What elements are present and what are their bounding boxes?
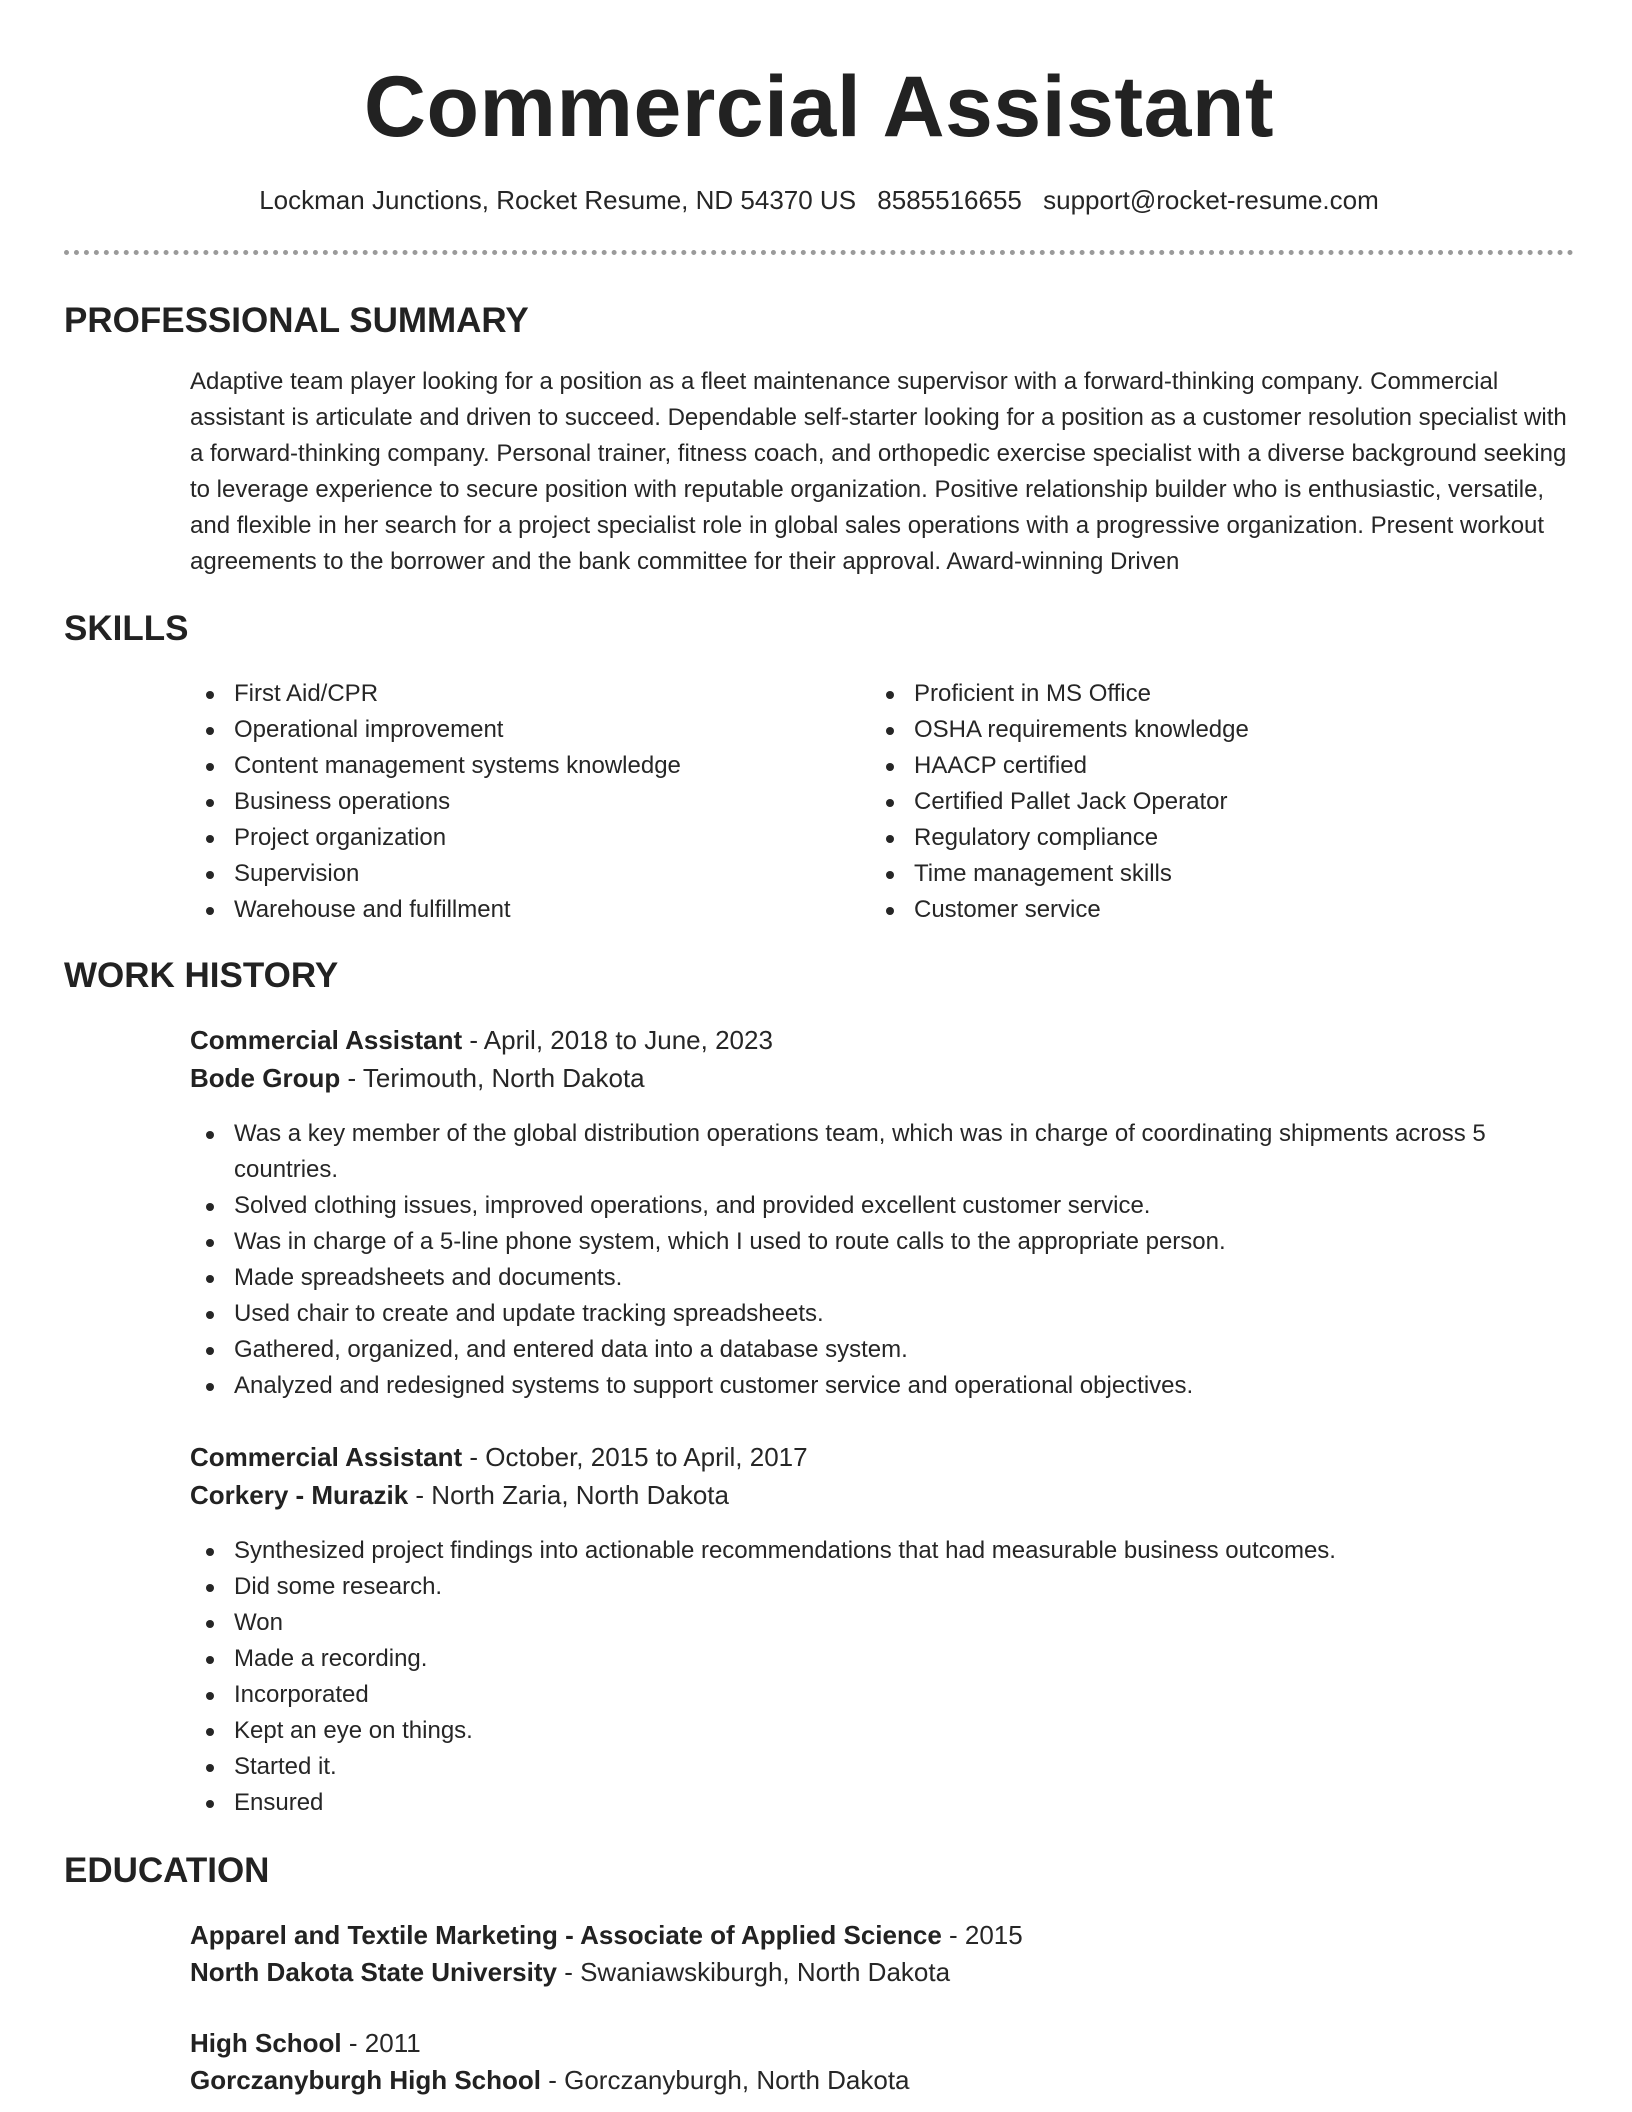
job-bullet: Was a key member of the global distribution operations team, which was in charge of coordinating shipments across 5 countries.: [190, 1116, 1574, 1188]
education-1-degree-line: [190, 1916, 1023, 1954]
education-year: - 2015: [941, 1920, 1023, 1950]
education-location: - Gorczanyburgh, North Dakota: [541, 2065, 910, 2095]
skill-item: Supervision: [190, 856, 850, 892]
skill-item: Certified Pallet Jack Operator: [870, 784, 1570, 820]
job-bullet: Started it.: [190, 1749, 1574, 1785]
skill-item: Regulatory compliance: [870, 820, 1570, 856]
skill-item: Warehouse and fulfillment: [190, 892, 850, 928]
job-bullet: Was in charge of a 5-line phone system, which I used to route calls to the appropriate person.: [190, 1224, 1574, 1260]
header-divider: [64, 250, 1574, 255]
education-title: EDUCATION: [64, 1851, 270, 1890]
job-2-company-line: [190, 1476, 729, 1514]
job-bullet: Gathered, organized, and entered data into a database system.: [190, 1332, 1574, 1368]
summary-text: Adaptive team player looking for a position as a fleet maintenance supervisor with a forward-thinking company. Commercial assistant is articulate and driven to succeed. Dependable self-starter looking for a position as a customer resolution specialist with a forward-thinking company. Personal trainer, fitness coach, and orthopedic exercise specialist with a diverse background seeking to leverage experience to secure position with reputable organization. Positive relationship builder who is enthusiastic, versatile, and flexible in her search for a project specialist role in global sales operations with a progressive organization. Present workout agreements to the borrower and the bank committee for their approval. Award-winning Driven: [190, 368, 1567, 575]
contact-phone: 8585516655: [877, 185, 1022, 215]
education-school: Gorczanyburgh High School: [190, 2065, 542, 2095]
education-degree: High School: [190, 2028, 342, 2058]
job-company: Corkery - Murazik: [190, 1480, 409, 1510]
job-bullet: Made spreadsheets and documents.: [190, 1260, 1574, 1296]
job-bullet: Won: [190, 1605, 1574, 1641]
skill-item: HAACP certified: [870, 748, 1570, 784]
job-bullet: Solved clothing issues, improved operations, and provided excellent customer service.: [190, 1188, 1574, 1224]
contact-email: support@rocket-resume.com: [1043, 185, 1379, 215]
job-bullet: Ensured: [190, 1785, 1574, 1821]
skill-item: Time management skills: [870, 856, 1570, 892]
skill-item: Customer service: [870, 892, 1570, 928]
job-1-bullets: [190, 1116, 1574, 1404]
job-2-title-line: [190, 1438, 808, 1476]
job-bullet: Analyzed and redesigned systems to support customer service and operational objectives.: [190, 1368, 1574, 1404]
skill-item: First Aid/CPR: [190, 676, 850, 712]
job-bullet: Kept an eye on things.: [190, 1713, 1574, 1749]
job-bullet: Synthesized project findings into actionable recommendations that had measurable business outcomes.: [190, 1533, 1574, 1569]
education-year: - 2011: [341, 2028, 421, 2058]
education-school: North Dakota State University: [190, 1957, 557, 1987]
education-location: - Swaniawskiburgh, North Dakota: [556, 1957, 951, 1987]
skill-item: Operational improvement: [190, 712, 850, 748]
job-bullet: Did some research.: [190, 1569, 1574, 1605]
skills-list-left: [190, 676, 850, 928]
skill-item: OSHA requirements knowledge: [870, 712, 1570, 748]
skill-item: Project organization: [190, 820, 850, 856]
education-2-school-line: [190, 2061, 910, 2099]
skill-item: Business operations: [190, 784, 850, 820]
skill-item: Content management systems knowledge: [190, 748, 850, 784]
job-location: - North Zaria, North Dakota: [408, 1480, 729, 1510]
job-company: Bode Group: [190, 1063, 341, 1093]
job-1-title-line: [190, 1021, 773, 1059]
work-title: WORK HISTORY: [64, 956, 339, 995]
job-bullet: Made a recording.: [190, 1641, 1574, 1677]
skills-list-right: [870, 676, 1570, 928]
job-dates: - October, 2015 to April, 2017: [462, 1442, 808, 1472]
skill-item: Proficient in MS Office: [870, 676, 1570, 712]
job-location: - Terimouth, North Dakota: [340, 1063, 645, 1093]
job-bullet: Incorporated: [190, 1677, 1574, 1713]
summary-title: PROFESSIONAL SUMMARY: [64, 301, 529, 340]
education-degree: Apparel and Textile Marketing - Associate of Applied Science: [190, 1920, 942, 1950]
job-bullet: Used chair to create and update tracking spreadsheets.: [190, 1296, 1574, 1332]
contact-address: Lockman Junctions, Rocket Resume, ND 54370 US: [259, 185, 857, 215]
education-2-degree-line: [190, 2024, 421, 2062]
job-role: Commercial Assistant: [190, 1442, 463, 1472]
resume-name: Commercial Assistant: [363, 59, 1275, 155]
job-2-bullets: [190, 1533, 1574, 1821]
job-role: Commercial Assistant: [190, 1025, 463, 1055]
job-1-company-line: [190, 1059, 645, 1097]
skills-title: SKILLS: [64, 609, 189, 648]
education-1-school-line: [190, 1953, 950, 1991]
contact-line: [64, 180, 1574, 220]
job-dates: - April, 2018 to June, 2023: [462, 1025, 773, 1055]
